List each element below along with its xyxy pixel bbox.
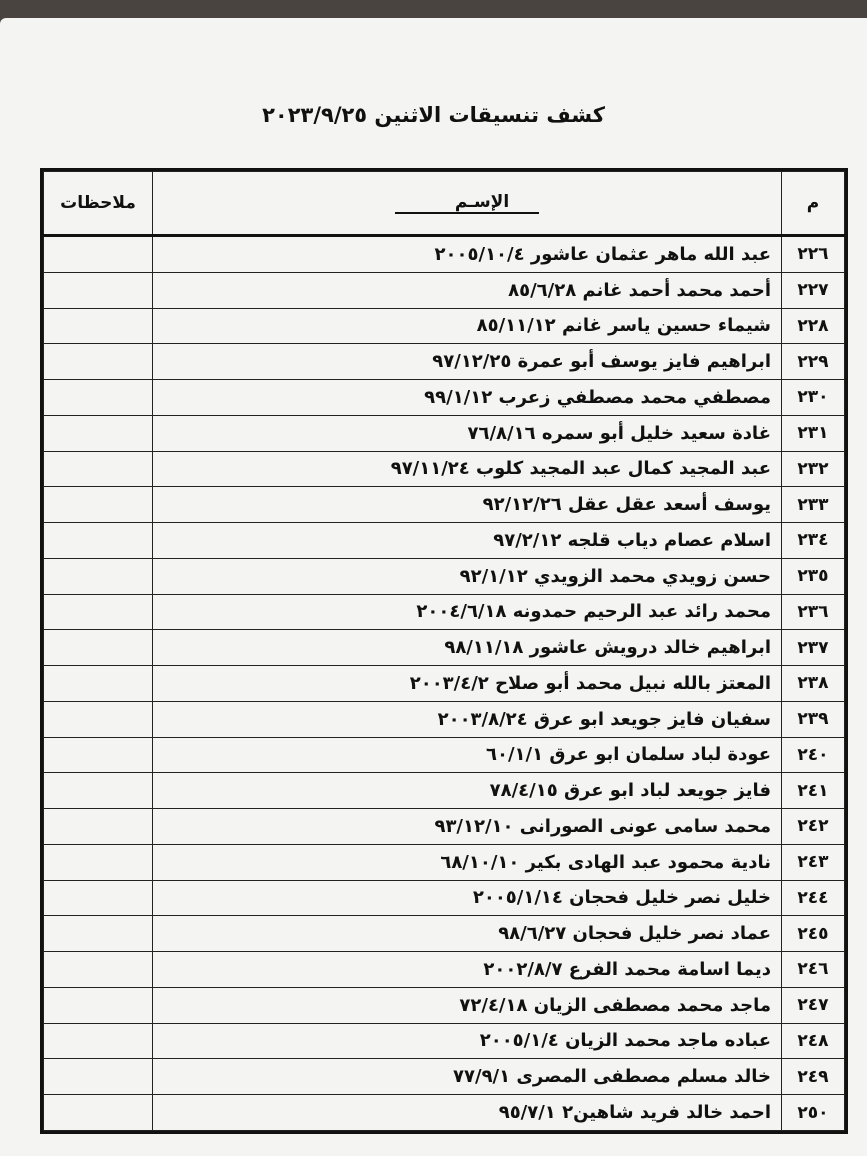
table-row: [44, 809, 845, 845]
row-name: شيماء حسين ياسر غانم ٨٥/١١/١٢: [153, 308, 782, 344]
table-row: [44, 558, 845, 594]
table-row: [44, 701, 845, 737]
table-row: [44, 1023, 845, 1059]
table-row: [44, 451, 845, 487]
row-notes: [44, 952, 153, 988]
row-name: خليل نصر خليل فحجان ٢٠٠٥/١/١٤: [153, 880, 782, 916]
row-name: مصطفي محمد مصطفي زعرب ٩٩/١/١٢: [153, 380, 782, 416]
row-name: حسن زويدي محمد الزويدي ٩٢/١/١٢: [153, 558, 782, 594]
row-name: محمد رائد عبد الرحيم حمدونه ٢٠٠٤/٦/١٨: [153, 594, 782, 630]
row-notes: [44, 1095, 153, 1131]
table-row: [44, 415, 845, 451]
row-number: ٢٤٣: [782, 844, 845, 880]
row-notes: [44, 558, 153, 594]
table-row: [44, 773, 845, 809]
row-number: ٢٣٤: [782, 523, 845, 559]
row-name: المعتز بالله نبيل محمد أبو صلاح ٢٠٠٣/٤/٢: [153, 666, 782, 702]
row-name: أحمد محمد أحمد غانم ٨٥/٦/٢٨: [153, 272, 782, 308]
row-number: ٢٥٠: [782, 1095, 845, 1131]
row-number: ٢٤٧: [782, 987, 845, 1023]
row-number: ٢٢٦: [782, 236, 845, 273]
table-row: [44, 737, 845, 773]
table-row: [44, 916, 845, 952]
table-body: [44, 236, 845, 1131]
table-row: [44, 344, 845, 380]
names-table-frame: [40, 168, 848, 1134]
row-name: عبد الله ماهر عثمان عاشور ٢٠٠٥/١٠/٤: [153, 236, 782, 273]
row-notes: [44, 415, 153, 451]
row-name: نادية محمود عبد الهادى بكير ٦٨/١٠/١٠: [153, 844, 782, 880]
row-notes: [44, 1059, 153, 1095]
row-notes: [44, 344, 153, 380]
header-name-label: الإسـم: [395, 192, 539, 214]
table-row: [44, 380, 845, 416]
row-name: ابراهيم فايز يوسف أبو عمرة ٩٧/١٢/٢٥: [153, 344, 782, 380]
row-notes: [44, 844, 153, 880]
table-row: [44, 272, 845, 308]
row-notes: [44, 773, 153, 809]
table-row: [44, 952, 845, 988]
document-page: [0, 18, 867, 1156]
table-row: [44, 880, 845, 916]
row-notes: [44, 487, 153, 523]
row-notes: [44, 987, 153, 1023]
row-number: ٢٤٨: [782, 1023, 845, 1059]
row-notes: [44, 630, 153, 666]
row-number: ٢٣١: [782, 415, 845, 451]
header-notes: ملاحظات: [44, 172, 153, 236]
row-notes: [44, 308, 153, 344]
row-number: ٢٣٨: [782, 666, 845, 702]
row-number: ٢٤٤: [782, 880, 845, 916]
row-notes: [44, 701, 153, 737]
row-name: عبد المجيد كمال عبد المجيد كلوب ٩٧/١١/٢٤: [153, 451, 782, 487]
row-number: ٢٣٠: [782, 380, 845, 416]
row-name: عماد نصر خليل فحجان ٩٨/٦/٢٧: [153, 916, 782, 952]
header-name: [153, 172, 782, 236]
row-number: ٢٤١: [782, 773, 845, 809]
header-number: م: [782, 172, 845, 236]
row-number: ٢٣٧: [782, 630, 845, 666]
row-name: محمد سامى عونى الصورانى ٩٣/١٢/١٠: [153, 809, 782, 845]
row-notes: [44, 809, 153, 845]
table-row: [44, 594, 845, 630]
row-number: ٢٣٥: [782, 558, 845, 594]
row-notes: [44, 737, 153, 773]
table-row: [44, 1059, 845, 1095]
table-row: [44, 630, 845, 666]
row-name: ابراهيم خالد درويش عاشور ٩٨/١١/١٨: [153, 630, 782, 666]
table-row: [44, 487, 845, 523]
row-notes: [44, 523, 153, 559]
row-notes: [44, 380, 153, 416]
row-number: ٢٤٦: [782, 952, 845, 988]
row-number: ٢٤٥: [782, 916, 845, 952]
row-notes: [44, 594, 153, 630]
row-number: ٢٤٩: [782, 1059, 845, 1095]
table-row: [44, 236, 845, 273]
row-number: ٢٣٦: [782, 594, 845, 630]
row-number: ٢٢٧: [782, 272, 845, 308]
row-name: ماجد محمد مصطفى الزيان ٧٢/٤/١٨: [153, 987, 782, 1023]
row-name: ديما اسامة محمد الفرع ٢٠٠٢/٨/٧: [153, 952, 782, 988]
document-title: كشف تنسيقات الاثنين ٢٠٢٣/٩/٢٥: [262, 103, 605, 127]
row-number: ٢٤٠: [782, 737, 845, 773]
row-number: ٢٢٩: [782, 344, 845, 380]
row-number: ٢٣٣: [782, 487, 845, 523]
row-name: احمد خالد فريد شاهين٢ ٩٥/٧/١: [153, 1095, 782, 1131]
row-name: يوسف أسعد عقل عقل ٩٢/١٢/٢٦: [153, 487, 782, 523]
table-row: [44, 844, 845, 880]
row-number: ٢٣٢: [782, 451, 845, 487]
table-row: [44, 987, 845, 1023]
row-notes: [44, 880, 153, 916]
row-notes: [44, 1023, 153, 1059]
row-notes: [44, 272, 153, 308]
row-name: عودة لباد سلمان ابو عرق ٦٠/١/١: [153, 737, 782, 773]
row-notes: [44, 916, 153, 952]
names-table: [43, 171, 845, 1131]
row-number: ٢٤٢: [782, 809, 845, 845]
row-notes: [44, 451, 153, 487]
row-number: ٢٣٩: [782, 701, 845, 737]
row-notes: [44, 666, 153, 702]
row-name: سفيان فايز جويعد ابو عرق ٢٠٠٣/٨/٢٤: [153, 701, 782, 737]
row-name: اسلام عصام دياب قلجه ٩٧/٢/١٢: [153, 523, 782, 559]
table-row: [44, 1095, 845, 1131]
row-name: خالد مسلم مصطفى المصرى ٧٧/٩/١: [153, 1059, 782, 1095]
table-row: [44, 523, 845, 559]
row-notes: [44, 236, 153, 273]
row-name: فايز جويعد لباد ابو عرق ٧٨/٤/١٥: [153, 773, 782, 809]
row-name: غادة سعيد خليل أبو سمره ٧٦/٨/١٦: [153, 415, 782, 451]
row-number: ٢٢٨: [782, 308, 845, 344]
table-row: [44, 308, 845, 344]
row-name: عباده ماجد محمد الزيان ٢٠٠٥/١/٤: [153, 1023, 782, 1059]
table-header-row: [44, 172, 845, 236]
table-row: [44, 666, 845, 702]
